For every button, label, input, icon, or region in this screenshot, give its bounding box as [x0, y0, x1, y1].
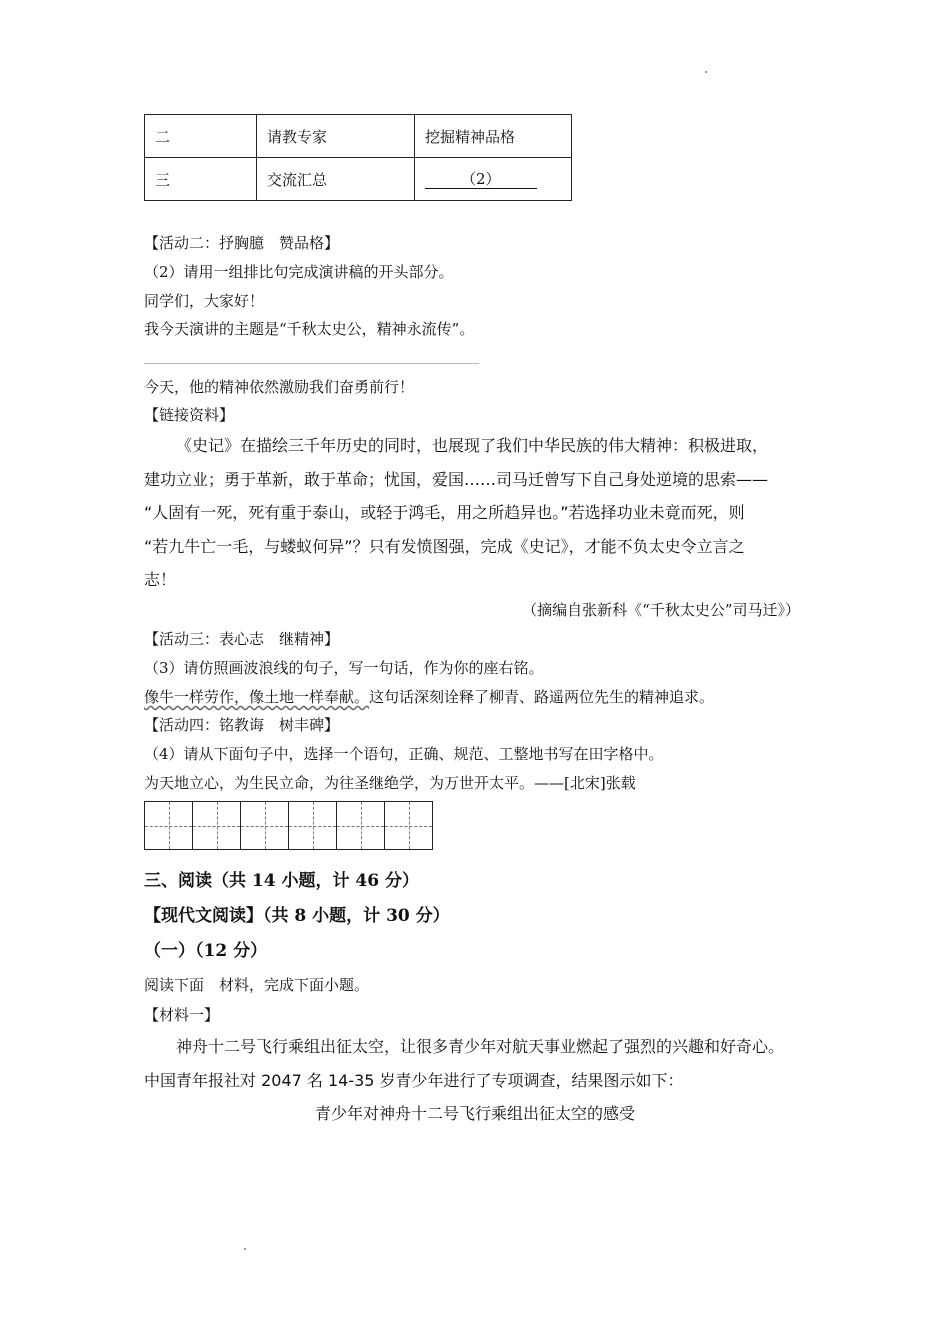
material-one-line: 神舟十二号飞行乘组出征太空，让很多青少年对航天事业燃起了强烈的兴趣和好奇心。	[176, 1037, 785, 1056]
step-cell: 三	[145, 158, 257, 201]
material-source: （摘编自张新科《“千秋太史公”司马迁》）	[522, 601, 800, 619]
link-material-heading: 【链接资料】	[144, 406, 235, 424]
activity-plan-table	[144, 114, 572, 201]
tianzige-cell[interactable]	[288, 801, 337, 850]
activity-cell: 交流汇总	[257, 158, 415, 201]
material-one-line: 中国青年报社对 2047 名 14-35 岁青少年进行了专项调查，结果图示如下：	[144, 1071, 684, 1090]
tianzige-cell[interactable]	[240, 801, 289, 850]
activity3-heading: 【活动三：表心志 继精神】	[144, 630, 340, 648]
section3-heading: 三、阅读（共 14 小题，计 46 分）	[144, 871, 419, 891]
speech-closing: 今天，他的精神依然激励我们奋勇前行！	[144, 378, 415, 396]
zhang-zai-quote: 为天地立心，为生民立命，为往圣继绝学，为万世开太平。——[北宋]张载	[144, 774, 636, 792]
corner-mark-top	[705, 71, 707, 73]
goal-cell	[415, 158, 572, 201]
model-sentence	[144, 686, 714, 707]
goal-cell: 挖掘精神品格	[415, 115, 572, 158]
wavy-underlined-sentence: 像牛一样劳作，像土地一样奉献。	[144, 688, 370, 706]
table-row	[145, 158, 572, 201]
table-row	[145, 115, 572, 158]
part-one-heading: （一）（12 分）	[144, 941, 268, 961]
activity4-question: （4）请从下面句子中，选择一个语句，正确、规范、工整地书写在田字格中。	[144, 745, 664, 763]
material-line: 志！	[144, 570, 177, 589]
answer-blank[interactable]: （2）	[425, 170, 537, 189]
tianzige-cell[interactable]	[384, 801, 433, 850]
activity-cell: 请教专家	[257, 115, 415, 158]
modern-reading-heading: 【现代文阅读】（共 8 小题，计 30 分）	[144, 906, 450, 926]
model-sentence-rest: 这句话深刻诠释了柳青、路遥两位先生的精神追求。	[369, 688, 715, 706]
chart-title: 青少年对神舟十二号飞行乘组出征太空的感受	[314, 1104, 635, 1123]
material-line: 《史记》在描绘三千年历史的同时，也展现了我们中华民族的伟大精神：积极进取，	[176, 436, 769, 455]
material-line: “人固有一死，死有重于泰山，或轻于鸿毛，用之所趋异也。”若选择功业未竟而死，则	[144, 503, 745, 522]
reading-instruction: 阅读下面 材料，完成下面小题。	[144, 976, 370, 994]
answer-line[interactable]	[144, 363, 479, 364]
tianzige-cell[interactable]	[144, 801, 193, 850]
speech-topic: 我今天演讲的主题是“千秋太史公，精神永流传”。	[144, 320, 475, 338]
speech-greeting: 同学们，大家好！	[144, 292, 265, 310]
activity4-heading: 【活动四：铭教诲 树丰碑】	[144, 716, 340, 734]
step-cell: 二	[145, 115, 257, 158]
material-one-label: 【材料一】	[144, 1006, 220, 1024]
tianzige-grid[interactable]	[144, 801, 432, 850]
tianzige-cell[interactable]	[192, 801, 241, 850]
corner-mark-bottom	[244, 1248, 246, 1250]
material-line: “若九牛亡一毛，与蝼蚁何异”？只有发愤图强，完成《史记》，才能不负太史令立言之	[144, 537, 745, 556]
activity3-question: （3）请仿照画波浪线的句子，写一句话，作为你的座右铭。	[144, 659, 544, 677]
material-line: 建功立业；勇于革新，敢于革命；忧国，爱国……司马迁曾写下自己身处逆境的思索——	[144, 470, 769, 489]
tianzige-cell[interactable]	[336, 801, 385, 850]
activity2-heading: 【活动二：抒胸臆 赞品格】	[144, 234, 340, 252]
activity2-question: （2）请用一组排比句完成演讲稿的开头部分。	[144, 263, 454, 281]
